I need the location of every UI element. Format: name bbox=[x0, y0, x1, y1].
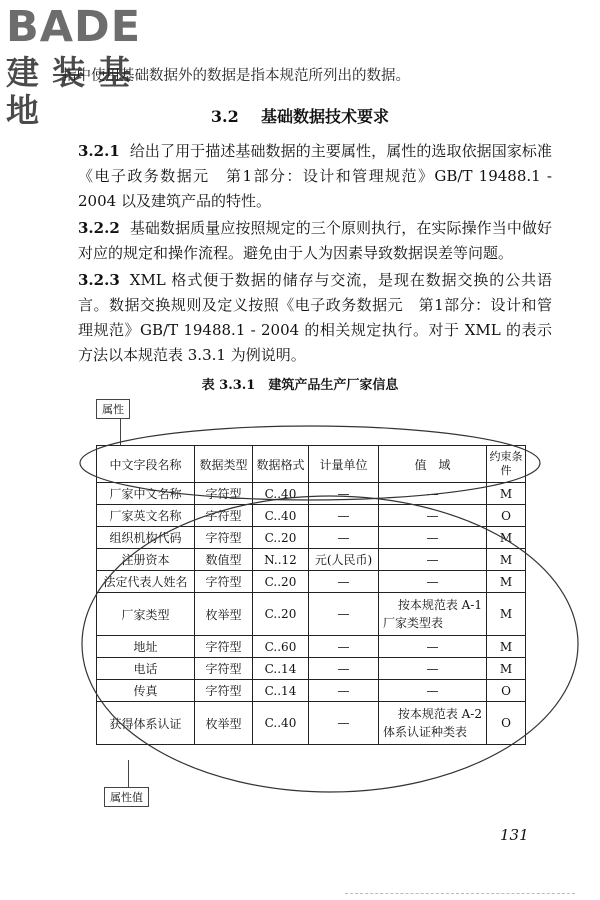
cell-constraint: O bbox=[487, 702, 526, 745]
table-caption: 表 3.3.1 建筑产品生产厂家信息 bbox=[201, 378, 399, 393]
cell-domain bbox=[379, 593, 487, 636]
cell-name: 获得体系认证 bbox=[97, 702, 195, 745]
table-row bbox=[97, 483, 526, 505]
attribute-label: 属性 bbox=[96, 399, 130, 419]
cell-type: 字符型 bbox=[195, 658, 253, 680]
cell-constraint: M bbox=[487, 636, 526, 658]
cell-domain: — bbox=[379, 680, 487, 702]
cell-constraint: M bbox=[487, 483, 526, 505]
paragraph-text: 给出了用于描述基础数据的主要属性，属性的选取依据国家标准《电子政务数据元 第1部分：设计和管理规范》GB/T 19488.1 - 2004 以及建筑产品的特性。 bbox=[78, 142, 552, 210]
header-domain: 值 域 bbox=[379, 446, 487, 483]
cell-unit: — bbox=[309, 593, 379, 636]
attribute-pointer-line bbox=[120, 418, 121, 445]
table-row bbox=[97, 505, 526, 527]
header-name: 中文字段名称 bbox=[97, 446, 195, 483]
table-row bbox=[97, 549, 526, 571]
cell-domain: — bbox=[379, 505, 487, 527]
value-pointer-line bbox=[128, 760, 129, 787]
paragraph-number: 3.2.1 bbox=[78, 142, 120, 160]
cell-format: C..60 bbox=[253, 636, 309, 658]
paragraph-number: 3.2.3 bbox=[78, 271, 120, 289]
watermark-chinese: 建装基地 bbox=[6, 53, 144, 130]
table-row bbox=[97, 680, 526, 702]
cell-domain: — bbox=[379, 527, 487, 549]
cell-format: N..12 bbox=[253, 549, 309, 571]
cell-constraint: O bbox=[487, 505, 526, 527]
cell-constraint: M bbox=[487, 571, 526, 593]
cell-unit: — bbox=[309, 636, 379, 658]
footer-rule bbox=[345, 893, 575, 894]
cell-type: 字符型 bbox=[195, 571, 253, 593]
cell-domain: — bbox=[379, 549, 487, 571]
cell-format: C..20 bbox=[253, 527, 309, 549]
cell-unit: — bbox=[309, 658, 379, 680]
cell-type: 枚举型 bbox=[195, 593, 253, 636]
cell-unit: — bbox=[309, 680, 379, 702]
cell-name: 法定代表人姓名 bbox=[97, 571, 195, 593]
cell-domain: — bbox=[379, 483, 487, 505]
paragraph-3-2-1 bbox=[78, 139, 552, 214]
cell-constraint: M bbox=[487, 658, 526, 680]
cell-unit: — bbox=[309, 702, 379, 745]
cell-format: C..40 bbox=[253, 702, 309, 745]
table-row bbox=[97, 636, 526, 658]
domain-line-1: 按本规范表 A-1 bbox=[397, 598, 482, 612]
cell-unit: — bbox=[309, 527, 379, 549]
cell-unit: 元(人民币) bbox=[309, 549, 379, 571]
paragraph-3-2-2 bbox=[78, 216, 552, 266]
cell-unit: — bbox=[309, 483, 379, 505]
header-constraint: 约束条件 bbox=[487, 446, 526, 483]
cell-name: 电话 bbox=[97, 658, 195, 680]
table-row bbox=[97, 658, 526, 680]
cell-type: 字符型 bbox=[195, 636, 253, 658]
cell-format: C..40 bbox=[253, 505, 309, 527]
section-number: 3.2 bbox=[210, 107, 239, 126]
value-label: 属性值 bbox=[104, 787, 149, 807]
cell-domain: — bbox=[379, 636, 487, 658]
cell-format: C..20 bbox=[253, 593, 309, 636]
cell-unit: — bbox=[309, 505, 379, 527]
table-row bbox=[97, 527, 526, 549]
table-row bbox=[97, 702, 526, 745]
cell-domain bbox=[379, 702, 487, 745]
table-row bbox=[97, 571, 526, 593]
table-row bbox=[97, 593, 526, 636]
cell-name: 传真 bbox=[97, 680, 195, 702]
cell-format: C..40 bbox=[253, 483, 309, 505]
cell-name: 厂家中文名称 bbox=[97, 483, 195, 505]
cell-name: 厂家类型 bbox=[97, 593, 195, 636]
cell-constraint: O bbox=[487, 680, 526, 702]
cell-format: C..20 bbox=[253, 571, 309, 593]
cell-type: 枚举型 bbox=[195, 702, 253, 745]
cell-format: C..14 bbox=[253, 680, 309, 702]
domain-line-2: 体系认证种类表 bbox=[383, 725, 468, 739]
watermark-brand: BADE bbox=[6, 2, 142, 52]
cell-name: 厂家英文名称 bbox=[97, 505, 195, 527]
cell-type: 字符型 bbox=[195, 483, 253, 505]
paragraph-text: XML 格式便于数据的储存与交流，是现在数据交换的公共语言。数据交换规则及定义按照《电子政务数据元 第1部分：设计和管理规范》GB/T 19488.1 - 2004 的相关规定执行。对于 XML 的表示方法以本规范表 3.3.1 为例说明。 bbox=[78, 271, 552, 364]
section-title: 基础数据技术要求 bbox=[261, 107, 390, 126]
cell-name: 注册资本 bbox=[97, 549, 195, 571]
section-heading bbox=[0, 104, 600, 127]
header-format: 数据格式 bbox=[253, 446, 309, 483]
cell-type: 字符型 bbox=[195, 680, 253, 702]
paragraph-number: 3.2.2 bbox=[78, 219, 120, 237]
manufacturer-info-table bbox=[96, 445, 526, 745]
header-type: 数据类型 bbox=[195, 446, 253, 483]
cell-domain: — bbox=[379, 658, 487, 680]
cell-constraint: M bbox=[487, 549, 526, 571]
cell-constraint: M bbox=[487, 527, 526, 549]
page-number: 131 bbox=[500, 826, 529, 844]
intro-text: 指中使用基础数据外的数据是指本规范所列出的数据。 bbox=[62, 68, 410, 84]
domain-line-2: 厂家类型表 bbox=[383, 616, 444, 630]
table-header-row bbox=[97, 446, 526, 483]
header-unit: 计量单位 bbox=[309, 446, 379, 483]
cell-domain: — bbox=[379, 571, 487, 593]
paragraph-3-2-3 bbox=[78, 268, 552, 368]
cell-type: 字符型 bbox=[195, 505, 253, 527]
cell-format: C..14 bbox=[253, 658, 309, 680]
cell-type: 字符型 bbox=[195, 527, 253, 549]
paragraph-text: 基础数据质量应按照规定的三个原则执行，在实际操作当中做好对应的规定和操作流程。避免由于人为因素导致数据误差等问题。 bbox=[78, 219, 552, 262]
cell-constraint: M bbox=[487, 593, 526, 636]
cell-name: 组织机构代码 bbox=[97, 527, 195, 549]
cell-name: 地址 bbox=[97, 636, 195, 658]
cell-unit: — bbox=[309, 571, 379, 593]
domain-line-1: 按本规范表 A-2 bbox=[397, 707, 482, 721]
cell-type: 数值型 bbox=[195, 549, 253, 571]
